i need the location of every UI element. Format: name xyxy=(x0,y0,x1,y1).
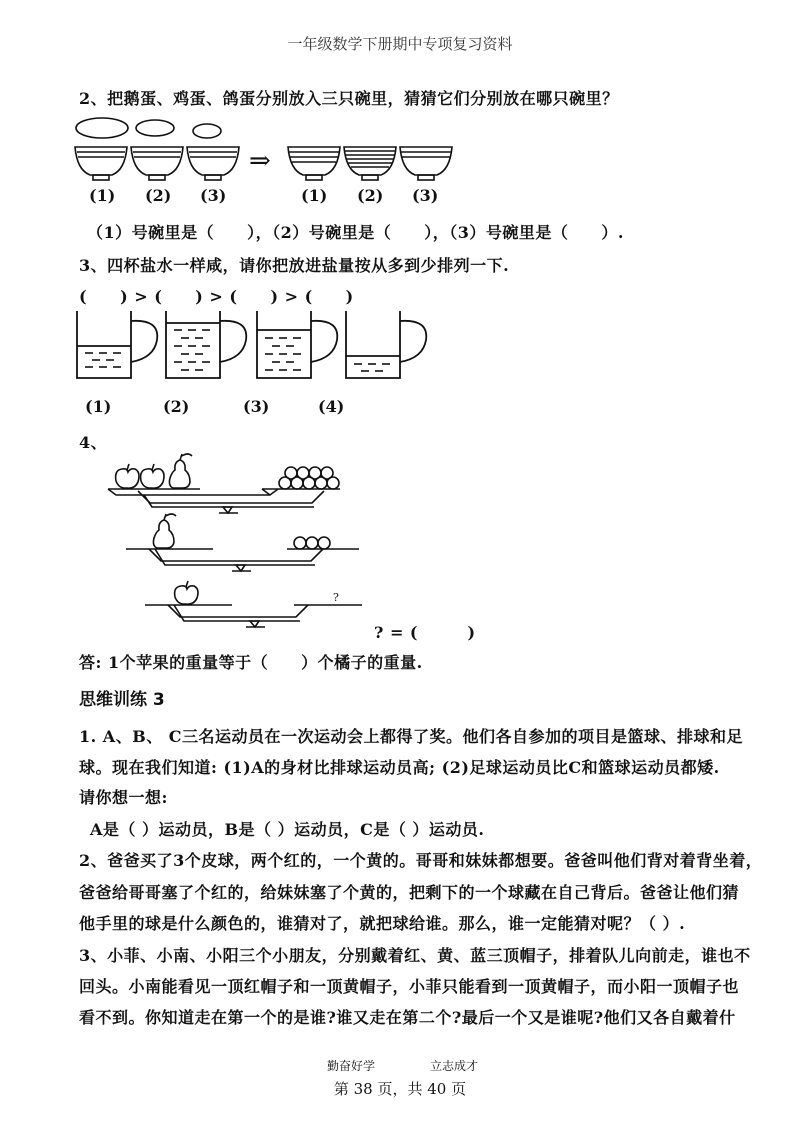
q2-label-left-1: (1) xyxy=(89,186,116,205)
page-header: 一年级数学下册期中专项复习资料 xyxy=(287,35,513,53)
pear-icon xyxy=(153,514,176,548)
q4-number: 4、 xyxy=(79,433,108,452)
q4-equation: ? = ( ) xyxy=(374,623,476,642)
q4-question-mark: ? xyxy=(333,591,339,604)
q2-label-left-2: (2) xyxy=(145,186,172,205)
q3-compare: ( ) > ( ) > ( ) > ( ) xyxy=(79,287,354,306)
t3-line-3: 看不到。你知道走在第一个的是谁?谁又走在第二个?最后一个又是谁呢?他们又各自戴着什 xyxy=(79,1008,736,1027)
q2-question: 2、把鹅蛋、鸡蛋、鸽蛋分别放入三只碗里，猜猜它们分别放在哪只碗里？ xyxy=(79,89,619,108)
q3-label-2: (2) xyxy=(163,397,190,416)
footer-motto-right: 立志成才 xyxy=(430,1059,479,1073)
footer-motto-left: 勤奋好学 xyxy=(327,1059,376,1073)
q2-label-left-3: (3) xyxy=(200,186,227,205)
t2-line-3: 他手里的球是什么颜色的，谁猜对了，就把球给谁。那么，谁一定能猜对呢？（ ）. xyxy=(79,914,686,933)
balance-scale-1 xyxy=(108,489,340,513)
apple-icon xyxy=(141,464,164,488)
q3-label-1: (1) xyxy=(85,397,112,416)
q3-label-4: (4) xyxy=(318,397,345,416)
t2-line-1: 2、爸爸买了3个皮球，两个红的，一个黄的。哥哥和妹妹都想要。爸爸叫他们背对着背坐着， xyxy=(79,851,763,870)
page-number: 第 38 页，共 40 页 xyxy=(333,1080,467,1098)
section-title: 思维训练 3 xyxy=(79,690,165,710)
t2-line-2: 爸爸给哥哥塞了个红的，给妹妹塞了个黄的，把剩下的一个球藏在自己背后。爸爸让他们猜 xyxy=(79,883,740,902)
q2-answer: （1）号碗里是（ ），（2）号碗里是（ ），（3）号碗里是（ ）. xyxy=(87,223,624,242)
q4-answer: 答: 1个苹果的重量等于（ ）个橘子的重量. xyxy=(79,653,423,672)
pear-icon xyxy=(169,454,192,488)
orange-icon-group xyxy=(294,537,330,549)
t3-line-2: 回头。小南能看见一顶红帽子和一顶黄帽子，小菲只能看到一顶黄帽子，而小阳一顶帽子也 xyxy=(79,977,740,996)
apple-icon xyxy=(175,581,198,604)
arrow-icon: ⇒ xyxy=(249,146,271,176)
t1-line-2: 球。现在我们知道: (1)A的身材比排球运动员高; (2)足球运动员比C和篮球运动员都矮. xyxy=(79,758,720,777)
q2-label-right-1: (1) xyxy=(301,186,328,205)
orange-icon-group xyxy=(279,467,339,489)
q2-label-right-3: (3) xyxy=(412,186,439,205)
q2-label-right-2: (2) xyxy=(357,186,384,205)
balance-scale-2 xyxy=(126,549,359,571)
q3-question: 3、四杯盐水一样咸，请你把放进盐量按从多到少排列一下. xyxy=(79,256,510,275)
balance-scale-3 xyxy=(145,605,362,627)
t1-line-1: 1. A、B、 C三名运动员在一次运动会上都得了奖。他们各自参加的项目是篮球、排球和足 xyxy=(79,727,744,746)
q3-label-3: (3) xyxy=(243,397,270,416)
t1-line-3: 请你想一想: xyxy=(79,788,168,807)
t3-line-1: 3、小菲、小南、小阳三个小朋友，分别戴着红、黄、蓝三顶帽子，排着队儿向前走，谁也不 xyxy=(79,946,751,965)
apple-icon xyxy=(116,464,139,488)
t1-line-4: A是（ ）运动员，B是（ ）运动员，C是（ ）运动员. xyxy=(90,820,485,839)
